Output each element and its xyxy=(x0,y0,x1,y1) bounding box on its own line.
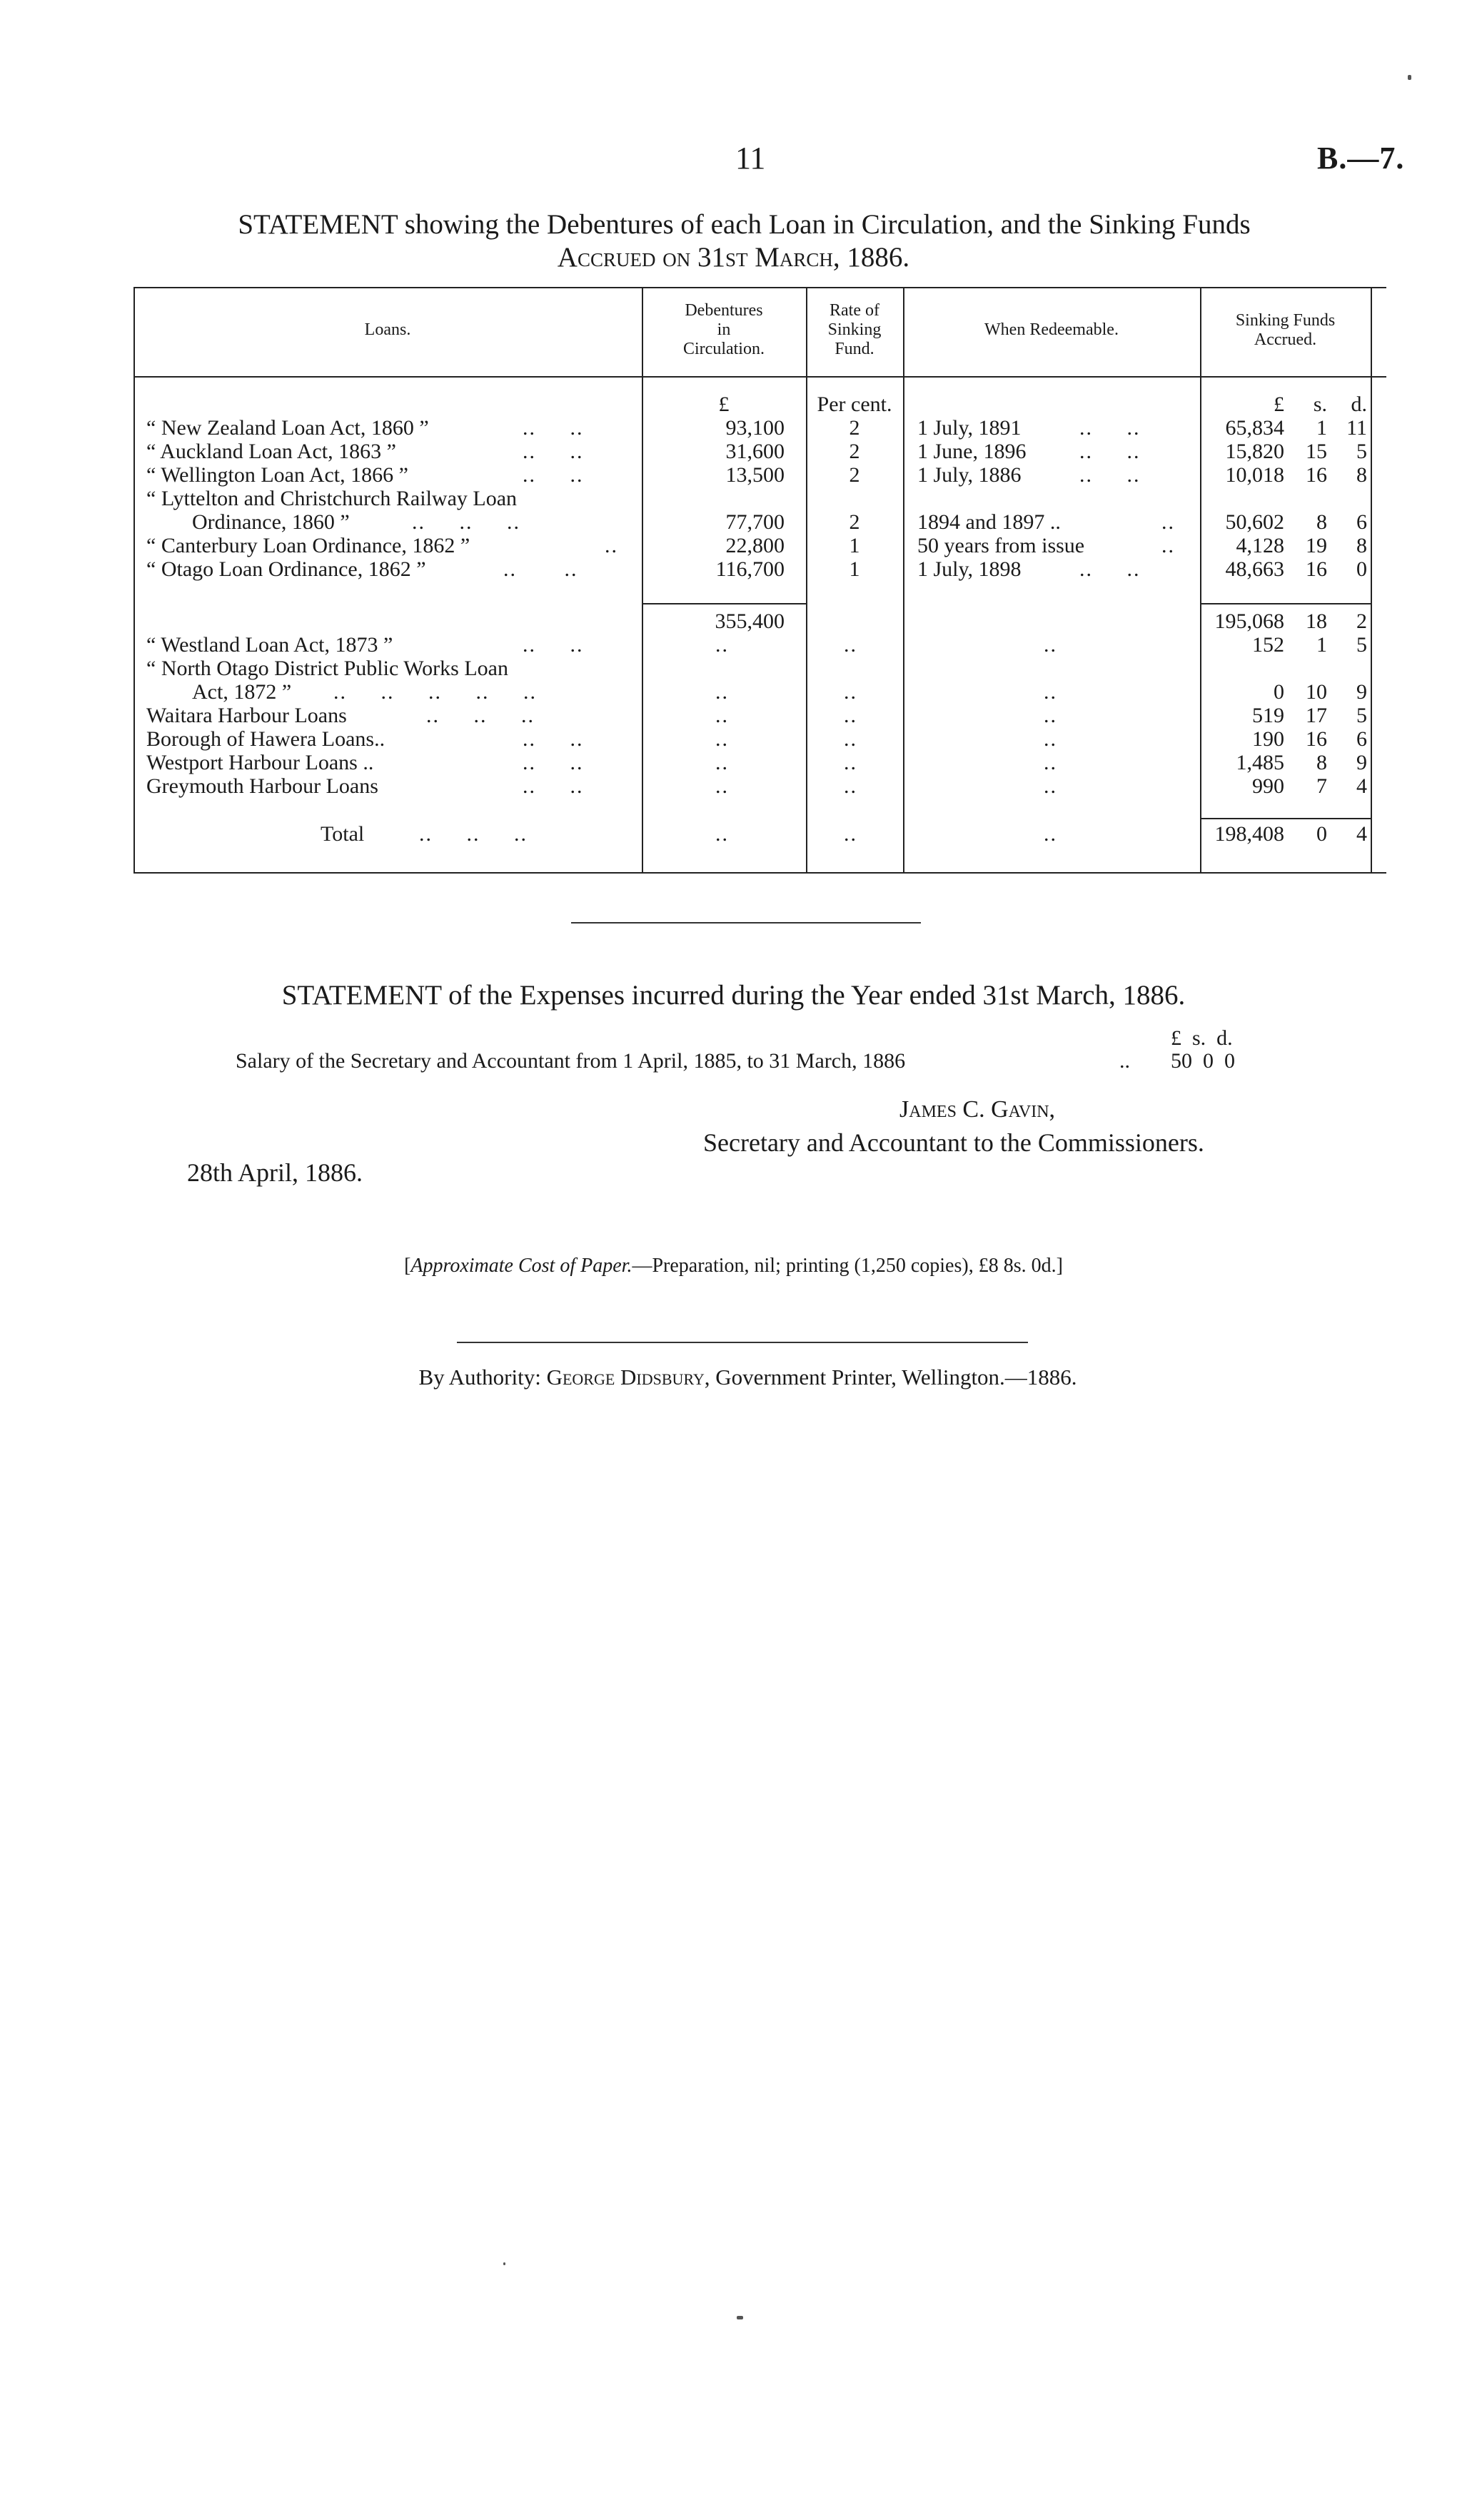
leader-dots: .. .. xyxy=(523,633,584,657)
leader-dots: .. xyxy=(1119,1049,1130,1073)
pence-value: 6 xyxy=(1356,510,1367,534)
pounds-value: 10,018 xyxy=(1225,463,1284,487)
shillings-value: 8 xyxy=(1316,510,1327,534)
debentures-value: 116,700 xyxy=(715,557,785,581)
pence-value: 5 xyxy=(1356,704,1367,727)
leader-dots: .. .. .. xyxy=(412,510,520,534)
pounds-value: 65,834 xyxy=(1225,416,1284,440)
shillings-value: 1 xyxy=(1316,416,1327,440)
table-top-rule xyxy=(133,287,1386,288)
leader-dots: .. xyxy=(844,633,857,657)
statement-title-line-1: STATEMENT showing the Debentures of each Loan in Circulation, and the Sinking Funds xyxy=(238,209,1251,240)
leader-dots: .. xyxy=(1044,633,1057,657)
leader-dots: .. xyxy=(715,822,729,846)
header-rate-line: Fund. xyxy=(835,340,874,358)
shillings-value: 1 xyxy=(1316,633,1327,657)
leader-dots: .. xyxy=(1044,727,1057,751)
leader-dots: .. .. xyxy=(1079,440,1141,463)
leader-dots: .. xyxy=(715,680,729,704)
leader-dots: .. .. xyxy=(503,557,578,581)
pence-value: 0 xyxy=(1356,557,1367,581)
redeemable-value: 1 July, 1886 xyxy=(917,463,1022,487)
pounds-value: 990 xyxy=(1252,774,1284,798)
leader-dots: .. xyxy=(844,751,857,774)
document-date: 28th April, 1886. xyxy=(187,1158,363,1187)
loan-name: Ordinance, 1860 ” xyxy=(192,510,350,534)
unit-shillings: s. xyxy=(1313,393,1327,416)
leader-dots: .. xyxy=(715,633,729,657)
header-rate xyxy=(806,301,903,359)
leader-dots: .. xyxy=(1044,680,1057,704)
statement-debentures-title xyxy=(0,208,1467,274)
table-right-border xyxy=(1371,287,1372,874)
leader-dots: .. xyxy=(715,727,729,751)
authority-prefix: By Authority: xyxy=(418,1365,541,1390)
header-debentures-line: Debentures xyxy=(685,301,763,320)
unit-rate: Per cent. xyxy=(817,393,892,416)
rate-value: 2 xyxy=(849,510,860,534)
pounds-value: 152 xyxy=(1252,633,1284,657)
pence-value: 6 xyxy=(1356,727,1367,751)
statement-expenses-title: STATEMENT of the Expenses incurred during the Year ended 31st March, 1886. xyxy=(281,980,1186,1011)
shillings-value: 16 xyxy=(1306,557,1327,581)
pounds-value: 0 xyxy=(1274,680,1284,704)
leader-dots: .. .. xyxy=(523,463,584,487)
pounds-value: 190 xyxy=(1252,727,1284,751)
redeemable-value: 1894 and 1897 .. xyxy=(917,510,1061,534)
header-debentures xyxy=(642,301,806,359)
pence-value: 9 xyxy=(1356,751,1367,774)
total-label: Total xyxy=(321,822,365,846)
cost-label: Approximate Cost of Paper. xyxy=(410,1255,632,1277)
authority-rest: Government Printer, Wellington.—1886. xyxy=(715,1365,1077,1390)
leader-dots: .. .. xyxy=(523,416,584,440)
pence-value: 8 xyxy=(1356,534,1367,557)
leader-dots: .. .. xyxy=(1079,557,1141,581)
leader-dots: .. xyxy=(1044,774,1057,798)
column-divider xyxy=(903,287,904,874)
shillings-value: 19 xyxy=(1306,534,1327,557)
leader-dots: .. xyxy=(1044,751,1057,774)
pence-value: 5 xyxy=(1356,440,1367,463)
header-debentures-line: in xyxy=(717,320,731,339)
pounds-value: 519 xyxy=(1252,704,1284,727)
section-separator xyxy=(571,922,921,924)
loan-name: Westport Harbour Loans .. xyxy=(146,751,374,774)
subtotal-shillings: 18 xyxy=(1306,609,1327,633)
debentures-table xyxy=(133,287,1386,874)
leader-dots: .. xyxy=(1161,534,1175,557)
statement-title-line-2: Accrued on 31st March, 1886. xyxy=(557,242,910,273)
leader-dots: .. .. xyxy=(523,751,584,774)
loan-name: “ Wellington Loan Act, 1866 ” xyxy=(146,463,408,487)
loan-name: Waitara Harbour Loans xyxy=(146,704,347,727)
table-bottom-rule xyxy=(133,872,1386,874)
loan-name: Act, 1872 ” xyxy=(192,680,292,704)
redeemable-value: 1 June, 1896 xyxy=(917,440,1027,463)
leader-dots: .. .. .. xyxy=(426,704,535,727)
total-pence: 4 xyxy=(1356,822,1367,846)
leader-dots: .. .. xyxy=(523,440,584,463)
leader-dots: .. xyxy=(844,727,857,751)
header-rate-line: Sinking xyxy=(827,320,882,339)
pounds-value: 1,485 xyxy=(1236,751,1284,774)
subtotal-rule xyxy=(1200,603,1371,604)
money-column-header: £ s. d. xyxy=(1171,1026,1233,1050)
rate-value: 2 xyxy=(849,440,860,463)
subtotal-debentures: 355,400 xyxy=(715,609,785,633)
redeemable-value: 1 July, 1891 xyxy=(917,416,1022,440)
loan-name: “ Westland Loan Act, 1873 ” xyxy=(146,633,393,657)
pence-value: 9 xyxy=(1356,680,1367,704)
rate-value: 2 xyxy=(849,463,860,487)
table-left-border xyxy=(133,287,135,874)
loan-name: “ Otago Loan Ordinance, 1862 ” xyxy=(146,557,426,581)
leader-dots: .. xyxy=(844,822,857,846)
total-pounds: 198,408 xyxy=(1214,822,1284,846)
leader-dots: .. .. .. .. .. xyxy=(333,680,537,704)
leader-dots: .. xyxy=(715,704,729,727)
total-shillings: 0 xyxy=(1316,822,1327,846)
leader-dots: .. .. xyxy=(1079,463,1141,487)
rate-value: 1 xyxy=(849,557,860,581)
page-number: 11 xyxy=(735,141,766,176)
cost-of-paper: [Approximate Cost of Paper.—Preparation, nil; printing (1,250 copies), £8 8s. 0d.] xyxy=(404,1255,1063,1277)
loan-name-line1: “ Lyttelton and Christchurch Railway Loan xyxy=(146,487,518,510)
loan-name: Borough of Hawera Loans.. xyxy=(146,727,385,751)
signatory-name: James C. Gavin, xyxy=(899,1096,1056,1123)
leader-dots: .. xyxy=(605,534,618,557)
subtotal-pounds: 195,068 xyxy=(1214,609,1284,633)
subtotal-rule xyxy=(642,603,806,604)
expense-line: Salary of the Secretary and Accountant from 1 April, 1885, to 31 March, 1886 xyxy=(236,1049,906,1073)
leader-dots: .. xyxy=(844,680,857,704)
redeemable-value: 50 years from issue xyxy=(917,534,1085,557)
leader-dots: .. xyxy=(1044,822,1057,846)
table-header-rule xyxy=(133,376,1386,378)
signatory-title: Secretary and Accountant to the Commissioners. xyxy=(703,1128,1204,1157)
debentures-value: 77,700 xyxy=(725,510,785,534)
printer-authority xyxy=(0,1365,1467,1390)
document-reference: B.—7. xyxy=(1317,141,1405,176)
redeemable-value: 1 July, 1898 xyxy=(917,557,1022,581)
leader-dots: .. xyxy=(844,704,857,727)
footer-rule xyxy=(457,1342,1028,1343)
pence-value: 5 xyxy=(1356,633,1367,657)
shillings-value: 7 xyxy=(1316,774,1327,798)
loan-name-line1: “ North Otago District Public Works Loan xyxy=(146,657,508,680)
leader-dots: .. .. xyxy=(1079,416,1141,440)
pounds-value: 48,663 xyxy=(1225,557,1284,581)
header-sinking-line: Sinking Funds xyxy=(1235,311,1336,330)
leader-dots: .. xyxy=(1161,510,1175,534)
debentures-value: 93,100 xyxy=(725,416,785,440)
header-loans: Loans. xyxy=(364,320,411,339)
header-sinking-funds xyxy=(1200,311,1371,350)
scan-speck xyxy=(503,2262,505,2265)
pence-value: 8 xyxy=(1356,463,1367,487)
shillings-value: 10 xyxy=(1306,680,1327,704)
shillings-value: 8 xyxy=(1316,751,1327,774)
loan-name: Greymouth Harbour Loans xyxy=(146,774,378,798)
unit-pence: d. xyxy=(1351,393,1367,416)
leader-dots: .. .. .. xyxy=(419,822,528,846)
pounds-value: 50,602 xyxy=(1225,510,1284,534)
expense-amount: 50 0 0 xyxy=(1171,1049,1235,1073)
scan-speck xyxy=(737,2316,743,2319)
pence-value: 11 xyxy=(1346,416,1367,440)
subtotal-pence: 2 xyxy=(1356,609,1367,633)
leader-dots: .. .. xyxy=(523,774,584,798)
unit-pounds: £ xyxy=(1274,393,1284,416)
unit-debentures: £ xyxy=(718,393,730,416)
leader-dots: .. xyxy=(715,774,729,798)
pounds-value: 15,820 xyxy=(1225,440,1284,463)
loan-name: “ New Zealand Loan Act, 1860 ” xyxy=(146,416,429,440)
header-debentures-line: Circulation. xyxy=(683,340,765,358)
leader-dots: .. xyxy=(844,774,857,798)
shillings-value: 17 xyxy=(1306,704,1327,727)
rate-value: 1 xyxy=(849,534,860,557)
rate-value: 2 xyxy=(849,416,860,440)
pence-value: 4 xyxy=(1356,774,1367,798)
header-rate-line: Rate of xyxy=(830,301,879,320)
printer-name: George Didsbury, xyxy=(546,1365,710,1390)
leader-dots: .. .. xyxy=(523,727,584,751)
debentures-value: 13,500 xyxy=(725,463,785,487)
loan-name: “ Auckland Loan Act, 1863 ” xyxy=(146,440,396,463)
loan-name: “ Canterbury Loan Ordinance, 1862 ” xyxy=(146,534,470,557)
scan-speck xyxy=(1408,75,1411,80)
debentures-value: 31,600 xyxy=(725,440,785,463)
debentures-value: 22,800 xyxy=(725,534,785,557)
total-rule xyxy=(1200,818,1371,819)
leader-dots: .. xyxy=(715,751,729,774)
shillings-value: 16 xyxy=(1306,727,1327,751)
shillings-value: 15 xyxy=(1306,440,1327,463)
leader-dots: .. xyxy=(1044,704,1057,727)
cost-text: —Preparation, nil; printing (1,250 copies), £8 8s. 0d. xyxy=(632,1255,1057,1277)
pounds-value: 4,128 xyxy=(1236,534,1284,557)
header-sinking-line: Accrued. xyxy=(1254,330,1317,349)
shillings-value: 16 xyxy=(1306,463,1327,487)
header-redeemable: When Redeemable. xyxy=(984,320,1119,339)
